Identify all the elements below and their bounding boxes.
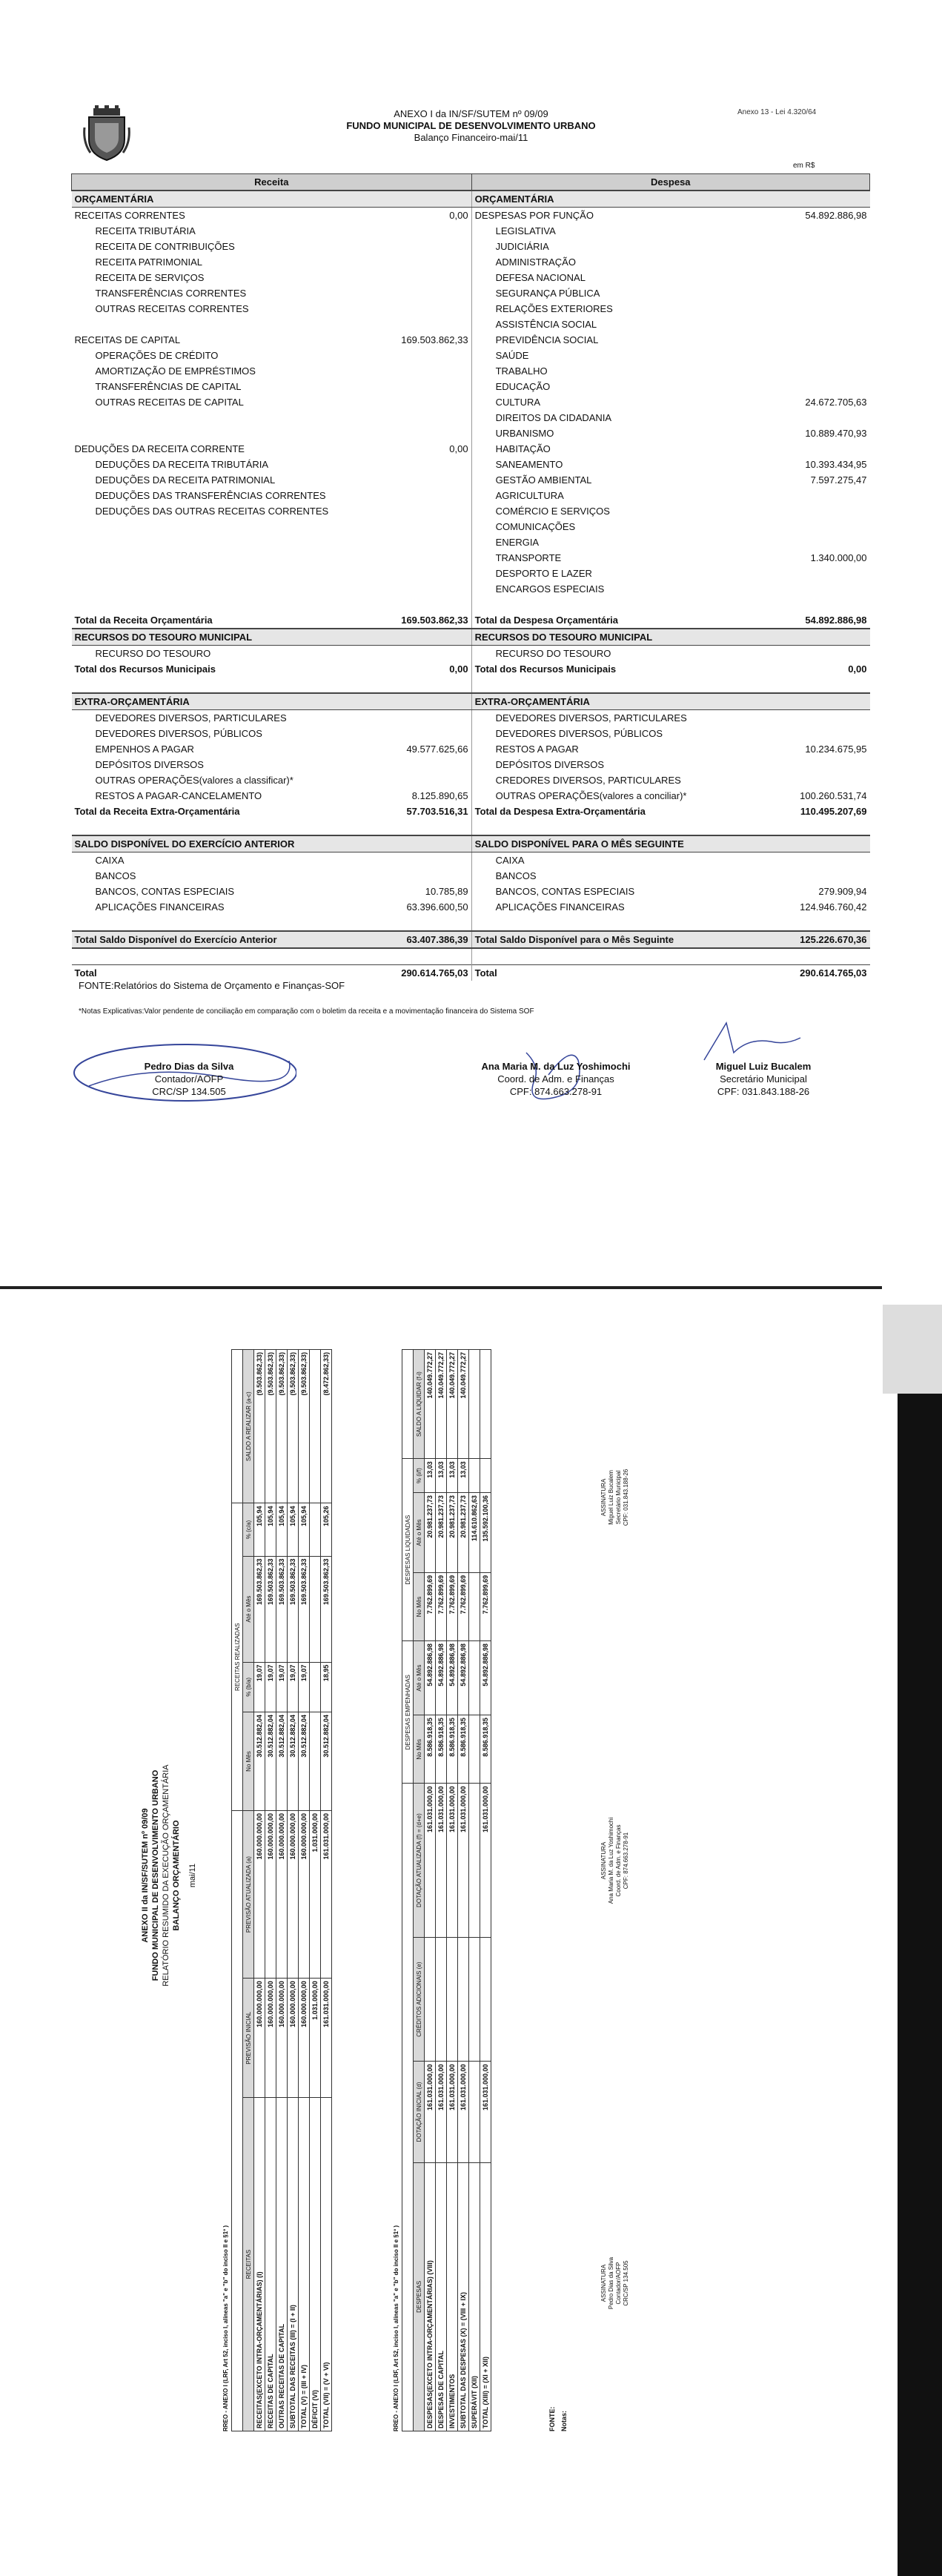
orcamentaria-total-row: Total da Receita Orçamentária 169.503.862,33 Total da Despesa Orçamentária 54.892.886,98 <box>72 612 870 629</box>
extra-section-header: EXTRA-ORÇAMENTÁRIA EXTRA-ORÇAMENTÁRIA <box>72 693 870 710</box>
receitas-row: OUTRAS RECEITAS DE CAPITAL 160.000.000,00 160.000.000,00 30.512.882,04 19,07 169.503.862,33 105,94 (9.503.862,33) <box>276 1350 288 2431</box>
orcamentaria-row: ASSISTÊNCIA SOCIAL <box>72 317 870 332</box>
extra-row: DEVEDORES DIVERSOS, PÚBLICOS DEVEDORES DIVERSOS, PÚBLICOS <box>72 726 870 741</box>
receitas-header-row: RECEITAS PREVISÃO INICIAL PREVISÃO ATUALIZADA (a) No Mês % (b/a) Até o Mês % (c/a) SALDO A REALIZAR (a-c) <box>243 1350 254 2431</box>
orcamentaria-row: DEDUÇÕES DA RECEITA TRIBUTÁRIA SANEAMENTO 10.393.434,95 <box>72 457 870 472</box>
orcamentaria-row: OPERAÇÕES DE CRÉDITO SAÚDE <box>72 348 870 363</box>
receitas-group-row: RECEITAS REALIZADAS <box>232 1350 243 2431</box>
extra-row: RESTOS A PAGAR-CANCELAMENTO 8.125.890,65 OUTRAS OPERAÇÕES(valores a conciliar)* 100.260.531,74 <box>72 788 870 804</box>
orcamentaria-row: DEDUÇÕES DA RECEITA PATRIMONIAL GESTÃO AMBIENTAL 7.597.275,47 <box>72 472 870 488</box>
report-annex-title: ANEXO I da IN/SF/SUTEM nº 09/09 <box>394 108 548 119</box>
annex2-balance: BALANÇO ORÇAMENTÁRIO <box>172 1820 181 1931</box>
orcamentaria-row: RECEITA PATRIMONIAL ADMINISTRAÇÃO <box>72 254 870 270</box>
despesas-row: SUBTOTAL DAS DESPESAS (X) = (VIII + IX) 161.031.000,00 161.031.000,00 8.586.918,35 54.892.886,98 7.762.899,69 20.981.237,73 13,03 140.049.772,27 <box>458 1350 469 2431</box>
orcamentaria-row: DIREITOS DA CIDADANIA <box>72 410 870 426</box>
grand-total-row: Total 290.614.765,03 Total 290.614.765,03 <box>72 965 870 981</box>
receitas-row: TOTAL (V) = (III + IV) 160.000.000,00 160.000.000,00 30.512.882,04 19,07 169.503.862,33 105,94 (9.503.862,33) <box>299 1350 310 2431</box>
orcamentaria-row: TRANSFERÊNCIAS CORRENTES SEGURANÇA PÚBLICA <box>72 285 870 301</box>
orcamentaria-row: DEDUÇÕES DAS TRANSFERÊNCIAS CORRENTES AGRICULTURA <box>72 488 870 503</box>
despesas-rows <box>425 1350 491 2431</box>
despesas-caption: RREO - ANEXO I (LRF, Art 52, inciso I, alíneas "a" e "b" do inciso II e §1º ) <box>393 2225 399 2431</box>
saldo-row: BANCOS, CONTAS ESPECIAIS 10.785,89 BANCOS, CONTAS ESPECIAIS 279.909,94 <box>72 884 870 899</box>
despesas-row: SUPERÁVIT (XII) 114.610.862,63 <box>469 1350 480 2431</box>
despesa-column-header: Despesa <box>471 174 869 191</box>
receitas-row: DÉFICIT (VI) 1.031.000,00 1.031.000,00 <box>310 1350 321 2431</box>
receitas-row: SUBTOTAL DAS RECEITAS (III) = (I + II) 160.000.000,00 160.000.000,00 30.512.882,04 19,07 169.503.862,33 105,94 (9.503.862,33) <box>288 1350 299 2431</box>
orcamentaria-row: ENERGIA <box>72 534 870 550</box>
saldo-rows <box>72 852 870 915</box>
despesas-group-row: DESPESAS EMPENHADAS DESPESAS LIQUIDADAS <box>402 1350 414 2431</box>
receitas-caption: RREO - ANEXO I (LRF, Art 52, inciso I, alíneas "a" e "b" do inciso II e §1º ) <box>222 2225 229 2431</box>
orcamentaria-row: DEDUÇÕES DA RECEITA CORRENTE 0,00 HABITAÇÃO <box>72 441 870 457</box>
saldo-row: CAIXA CAIXA <box>72 852 870 869</box>
despesas-row: TOTAL (XIII) = (XI + XII) 161.031.000,00 161.031.000,00 8.586.918,35 54.892.886,98 7.762.899,69 135.592.100,36 <box>480 1350 491 2431</box>
receitas-table <box>231 1349 332 2431</box>
orcamentaria-row: RECEITAS DE CAPITAL 169.503.862,33 PREVIDÊNCIA SOCIAL <box>72 332 870 348</box>
extra-row: DEPÓSITOS DIVERSOS DEPÓSITOS DIVERSOS <box>72 757 870 772</box>
despesas-row: DESPESAS DE CAPITAL 161.031.000,00 161.031.000,00 8.586.918,35 54.892.886,98 7.762.899,69 20.981.237,73 13,03 140.049.772,27 <box>436 1350 447 2431</box>
despesas-row: DESPESAS(EXCETO INTRA-ORÇAMENTÁRIAS) (VIII) 161.031.000,00 161.031.000,00 8.586.918,35 54.892.886,98 7.762.899,69 20.981.237,73 13,03 140.049.772,27 <box>425 1350 436 2431</box>
source-note: FONTE:Relatórios do Sistema de Orçamento e Finanças-SOF <box>79 980 345 991</box>
saldo-section-header: SALDO DISPONÍVEL DO EXERCÍCIO ANTERIOR SALDO DISPONÍVEL PARA O MÊS SEGUINTE <box>72 835 870 852</box>
receitas-row: RECEITAS DE CAPITAL 160.000.000,00 160.000.000,00 30.512.882,04 19,07 169.503.862,33 105,94 (9.503.862,33) <box>265 1350 276 2431</box>
annex2-report: RELATÓRIO RESUMIDO DA EXECUÇÃO ORÇAMENTÁRIA <box>162 1764 170 1987</box>
orcamentaria-row: RECEITA DE CONTRIBUIÇÕES JUDICIÁRIA <box>72 239 870 254</box>
orcamentaria-row: URBANISMO 10.889.470,93 <box>72 426 870 441</box>
explanatory-note: *Notas Explicativas:Valor pendente de conciliação em comparação com o boletim da receita e a movimentação financeira do Sistema SOF <box>79 1007 534 1016</box>
page-separator <box>0 1286 882 1289</box>
tesouro-section-header: RECURSOS DO TESOURO MUNICIPAL RECURSOS DO TESOURO MUNICIPAL <box>72 629 870 646</box>
column-header-row <box>72 174 870 191</box>
receitas-row: RECEITAS(EXCETO INTRA-ORÇAMENTÁRIAS) (I) 160.000.000,00 160.000.000,00 30.512.882,04 19,07 169.503.862,33 105,94 (9.503.862,33) <box>254 1350 265 2431</box>
orcamentaria-row: AMORTIZAÇÃO DE EMPRÉSTIMOS TRABALHO <box>72 363 870 379</box>
balanco-orcamentario-page <box>111 1290 778 2461</box>
annex2-source: FONTE: <box>548 2406 556 2431</box>
currency-unit: em R$ <box>793 162 815 170</box>
orcamentaria-row: RECEITA DE SERVIÇOS DEFESA NACIONAL <box>72 270 870 285</box>
orcamentaria-row: DEDUÇÕES DAS OUTRAS RECEITAS CORRENTES COMÉRCIO E SERVIÇOS <box>72 503 870 519</box>
despesas-table <box>402 1349 491 2431</box>
annex2-fund: FUNDO MUNICIPAL DE DESENVOLVIMENTO URBANO <box>151 1769 160 1981</box>
orcamentaria-row: RECEITA TRIBUTÁRIA LEGISLATIVA <box>72 223 870 239</box>
saldo-row: APLICAÇÕES FINANCEIRAS 63.396.600,50 APLICAÇÕES FINANCEIRAS 124.946.760,42 <box>72 899 870 915</box>
receitas-row: TOTAL (VII) = (V + VI) 161.031.000,00 161.031.000,00 30.512.882,04 18,95 169.503.862,33 105,26 (8.472.862,33) <box>321 1350 332 2431</box>
scan-edge <box>898 1305 942 2576</box>
orcamentaria-row: TRANSFERÊNCIAS DE CAPITAL EDUCAÇÃO <box>72 379 870 394</box>
orcamentaria-rows <box>72 208 870 597</box>
annex2-period: mai/11 <box>188 1863 197 1888</box>
annex2-signature-1: ASSINATURA Pedro Dias da Silva Contador/AOFP CRC/SP 134.505 <box>600 2257 629 2310</box>
report-subtitle: Balanço Financeiro-mai/11 <box>414 132 528 143</box>
annex2-notes: Notas: <box>560 2410 568 2431</box>
orcamentaria-row: TRANSPORTE 1.340.000,00 <box>72 550 870 566</box>
orcamentaria-row: COMUNICAÇÕES <box>72 519 870 534</box>
receita-column-header: Receita <box>72 174 472 191</box>
orcamentaria-row: OUTRAS RECEITAS DE CAPITAL CULTURA 24.672.705,63 <box>72 394 870 410</box>
scan-edge-light <box>883 1305 942 1394</box>
signature-block-accountant: Pedro Dias da Silva Contador/AOFP CRC/SP 134.505 <box>144 1061 234 1097</box>
despesas-header-row: DESPESAS DOTAÇÃO INICIAL (d) CRÉDITOS ADICIONAIS (e) DOTAÇÃO ATUALIZADA (f) = (d+e) No Mês Até o Mês No Mês Até o Mês % (i/f) SALDO A LIQUIDAR (f-i) <box>414 1350 425 2431</box>
annex2-title: ANEXO II da IN/SF/SUTEM nº 09/09 <box>141 1808 150 1943</box>
orcamentaria-section-header: ORÇAMENTÁRIA ORÇAMENTÁRIA <box>72 191 870 208</box>
saldo-row: BANCOS BANCOS <box>72 868 870 884</box>
tesouro-row: RECURSO DO TESOURO RECURSO DO TESOURO <box>72 646 870 662</box>
annex2-signature-3: ASSINATURA Miguel Luiz Bucalem Secretário Municipal CPF: 031.843.188-26 <box>600 1469 629 1526</box>
orcamentaria-row: RECEITAS CORRENTES 0,00 DESPESAS POR FUNÇÃO 54.892.886,98 <box>72 208 870 224</box>
saldo-total-row: Total Saldo Disponível do Exercício Anterior 63.407.386,39 Total Saldo Disponível para o Mês Seguinte 125.226.670,36 <box>72 931 870 948</box>
fund-name: FUNDO MUNICIPAL DE DESENVOLVIMENTO URBANO <box>346 120 596 131</box>
extra-row: OUTRAS OPERAÇÕES(valores a classificar)* CREDORES DIVERSOS, PARTICULARES <box>72 772 870 788</box>
signature-block-coordinator: Ana Maria M. da Luz Yoshimochi Coord. de Adm. e Finanças CPF: 874.663.278-91 <box>481 1061 631 1097</box>
extra-rows <box>72 710 870 804</box>
orcamentaria-row: ENCARGOS ESPECIAIS <box>72 581 870 597</box>
orcamentaria-row: DESPORTO E LAZER <box>72 566 870 581</box>
tesouro-total-row: Total dos Recursos Municipais 0,00 Total dos Recursos Municipais 0,00 <box>72 661 870 677</box>
balance-table <box>71 173 870 981</box>
extra-total-row: Total da Receita Extra-Orçamentária 57.703.516,31 Total da Despesa Extra-Orçamentária 110.495.207,69 <box>72 804 870 819</box>
annex-law-reference: Anexo 13 - Lei 4.320/64 <box>737 108 817 116</box>
receitas-rows <box>254 1350 332 2431</box>
annex2-signature-2: ASSINATURA Ana Maria M. da Luz Yoshimochi Coord. de Adm. e Finanças CPF: 874.663.278-91 <box>600 1817 629 1904</box>
despesas-row: INVESTIMENTOS 161.031.000,00 161.031.000,00 8.586.918,35 54.892.886,98 7.762.899,69 20.981.237,73 13,03 140.049.772,27 <box>447 1350 458 2431</box>
extra-row: DEVEDORES DIVERSOS, PARTICULARES DEVEDORES DIVERSOS, PARTICULARES <box>72 710 870 726</box>
extra-row: EMPENHOS A PAGAR 49.577.625,66 RESTOS A PAGAR 10.234.675,95 <box>72 741 870 757</box>
signature-block-secretary: Miguel Luiz Bucalem Secretário Municipal CPF: 031.843.188-26 <box>715 1061 812 1097</box>
orcamentaria-row: OUTRAS RECEITAS CORRENTES RELAÇÕES EXTERIORES <box>72 301 870 317</box>
